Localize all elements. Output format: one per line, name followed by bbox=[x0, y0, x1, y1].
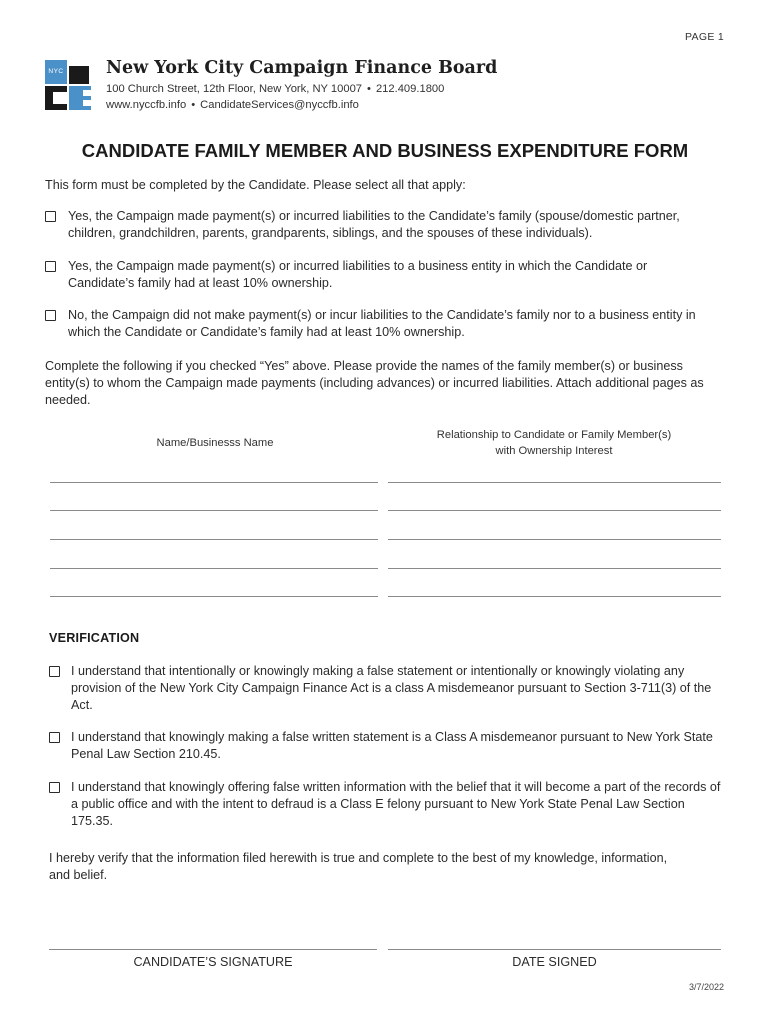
page-number: PAGE 1 bbox=[685, 31, 724, 43]
signature-label: CANDIDATE’S SIGNATURE bbox=[133, 955, 293, 969]
verification-checkbox[interactable] bbox=[49, 732, 60, 743]
verification-label: I understand that knowingly offering false written information with the belief that it will become a part of the records of a public office and with the intent to defraud is a Class E felony pursuant to New York State Penal Law Section 175.35. bbox=[71, 780, 721, 828]
org-address: 100 Church Street, 12th Floor, New York, NY 10007 bbox=[106, 83, 363, 95]
relationship-field-3[interactable] bbox=[388, 539, 721, 540]
relationship-field-2[interactable] bbox=[388, 510, 721, 511]
name-field-2[interactable] bbox=[50, 510, 378, 511]
verification-label: I understand that intentionally or knowingly making a false statement or intentionally or knowingly violating any provision of the New York City Campaign Finance Act is a class A misdemeanor pursuant to Section 3-711(3) of the Act. bbox=[71, 664, 712, 712]
candidate-signature-field[interactable] bbox=[49, 949, 377, 950]
verification-label: I understand that knowingly making a false written statement is a Class A misdemeanor pursuant to New York State Penal Law Section 210.45. bbox=[71, 730, 713, 761]
org-address-line bbox=[106, 83, 444, 95]
revision-date: 3/7/2022 bbox=[688, 982, 724, 992]
complete-instructions: Complete the following if you checked “Yes” above. Please provide the names of the family member(s) or business entity(s) to whom the Campaign made payments (including advances) or incurred liabilities. Attach additional pages as needed. bbox=[45, 359, 704, 407]
nyccfb-logo bbox=[45, 60, 91, 110]
option-checkbox[interactable] bbox=[45, 261, 56, 272]
logo-nyc-text: NYC bbox=[48, 68, 64, 75]
intro-text: This form must be completed by the Candidate. Please select all that apply: bbox=[45, 178, 466, 192]
separator: • bbox=[367, 83, 371, 95]
name-field-1[interactable] bbox=[50, 482, 378, 483]
date-signed-field[interactable] bbox=[388, 949, 721, 950]
name-field-5[interactable] bbox=[50, 596, 378, 597]
name-field-3[interactable] bbox=[50, 539, 378, 540]
org-email-link[interactable]: CandidateServices@nyccfb.info bbox=[200, 99, 359, 111]
form-title: CANDIDATE FAMILY MEMBER AND BUSINESS EXPENDITURE FORM bbox=[81, 140, 689, 161]
org-website-link[interactable]: www.nyccfb.info bbox=[106, 99, 187, 111]
relationship-header-line1: Relationship to Candidate or Family Member(s) bbox=[436, 429, 672, 441]
relationship-column-header bbox=[388, 427, 720, 459]
verification-heading: VERIFICATION bbox=[49, 631, 140, 645]
separator: • bbox=[191, 99, 196, 111]
relationship-field-4[interactable] bbox=[388, 568, 721, 569]
relationship-field-5[interactable] bbox=[388, 596, 721, 597]
name-column-header: Name/Businesss Name bbox=[156, 437, 274, 449]
relationship-header-line2: with Ownership Interest bbox=[495, 445, 613, 457]
verification-checkbox[interactable] bbox=[49, 782, 60, 793]
option-checkbox[interactable] bbox=[45, 211, 56, 222]
org-contact-line bbox=[106, 99, 359, 111]
relationship-field-1[interactable] bbox=[388, 482, 721, 483]
date-label: DATE SIGNED bbox=[512, 955, 597, 969]
verification-statement: I hereby verify that the information filed herewith is true and complete to the best of my knowledge, information, and belief. bbox=[49, 851, 668, 882]
option-checkbox[interactable] bbox=[45, 310, 56, 321]
name-field-4[interactable] bbox=[50, 568, 378, 569]
option-label: Yes, the Campaign made payment(s) or incurred liabilities to the Candidate’s family (spouse/domestic partner, children, grandchildren, parents, grandparents, siblings, and the spouses of these individuals). bbox=[68, 209, 680, 240]
org-name: New York City Campaign Finance Board bbox=[106, 58, 498, 78]
verification-checkbox[interactable] bbox=[49, 666, 60, 677]
org-phone: 212.409.1800 bbox=[375, 83, 445, 95]
option-label: No, the Campaign did not make payment(s) or incur liabilities to the Candidate’s family nor to a business entity in which the Candidate or Candidate’s family had at least 10% ownership. bbox=[68, 308, 696, 339]
option-label: Yes, the Campaign made payment(s) or incurred liabilities to a business entity in which the Candidate or Candidate’s family had at least 10% ownership. bbox=[68, 259, 648, 290]
